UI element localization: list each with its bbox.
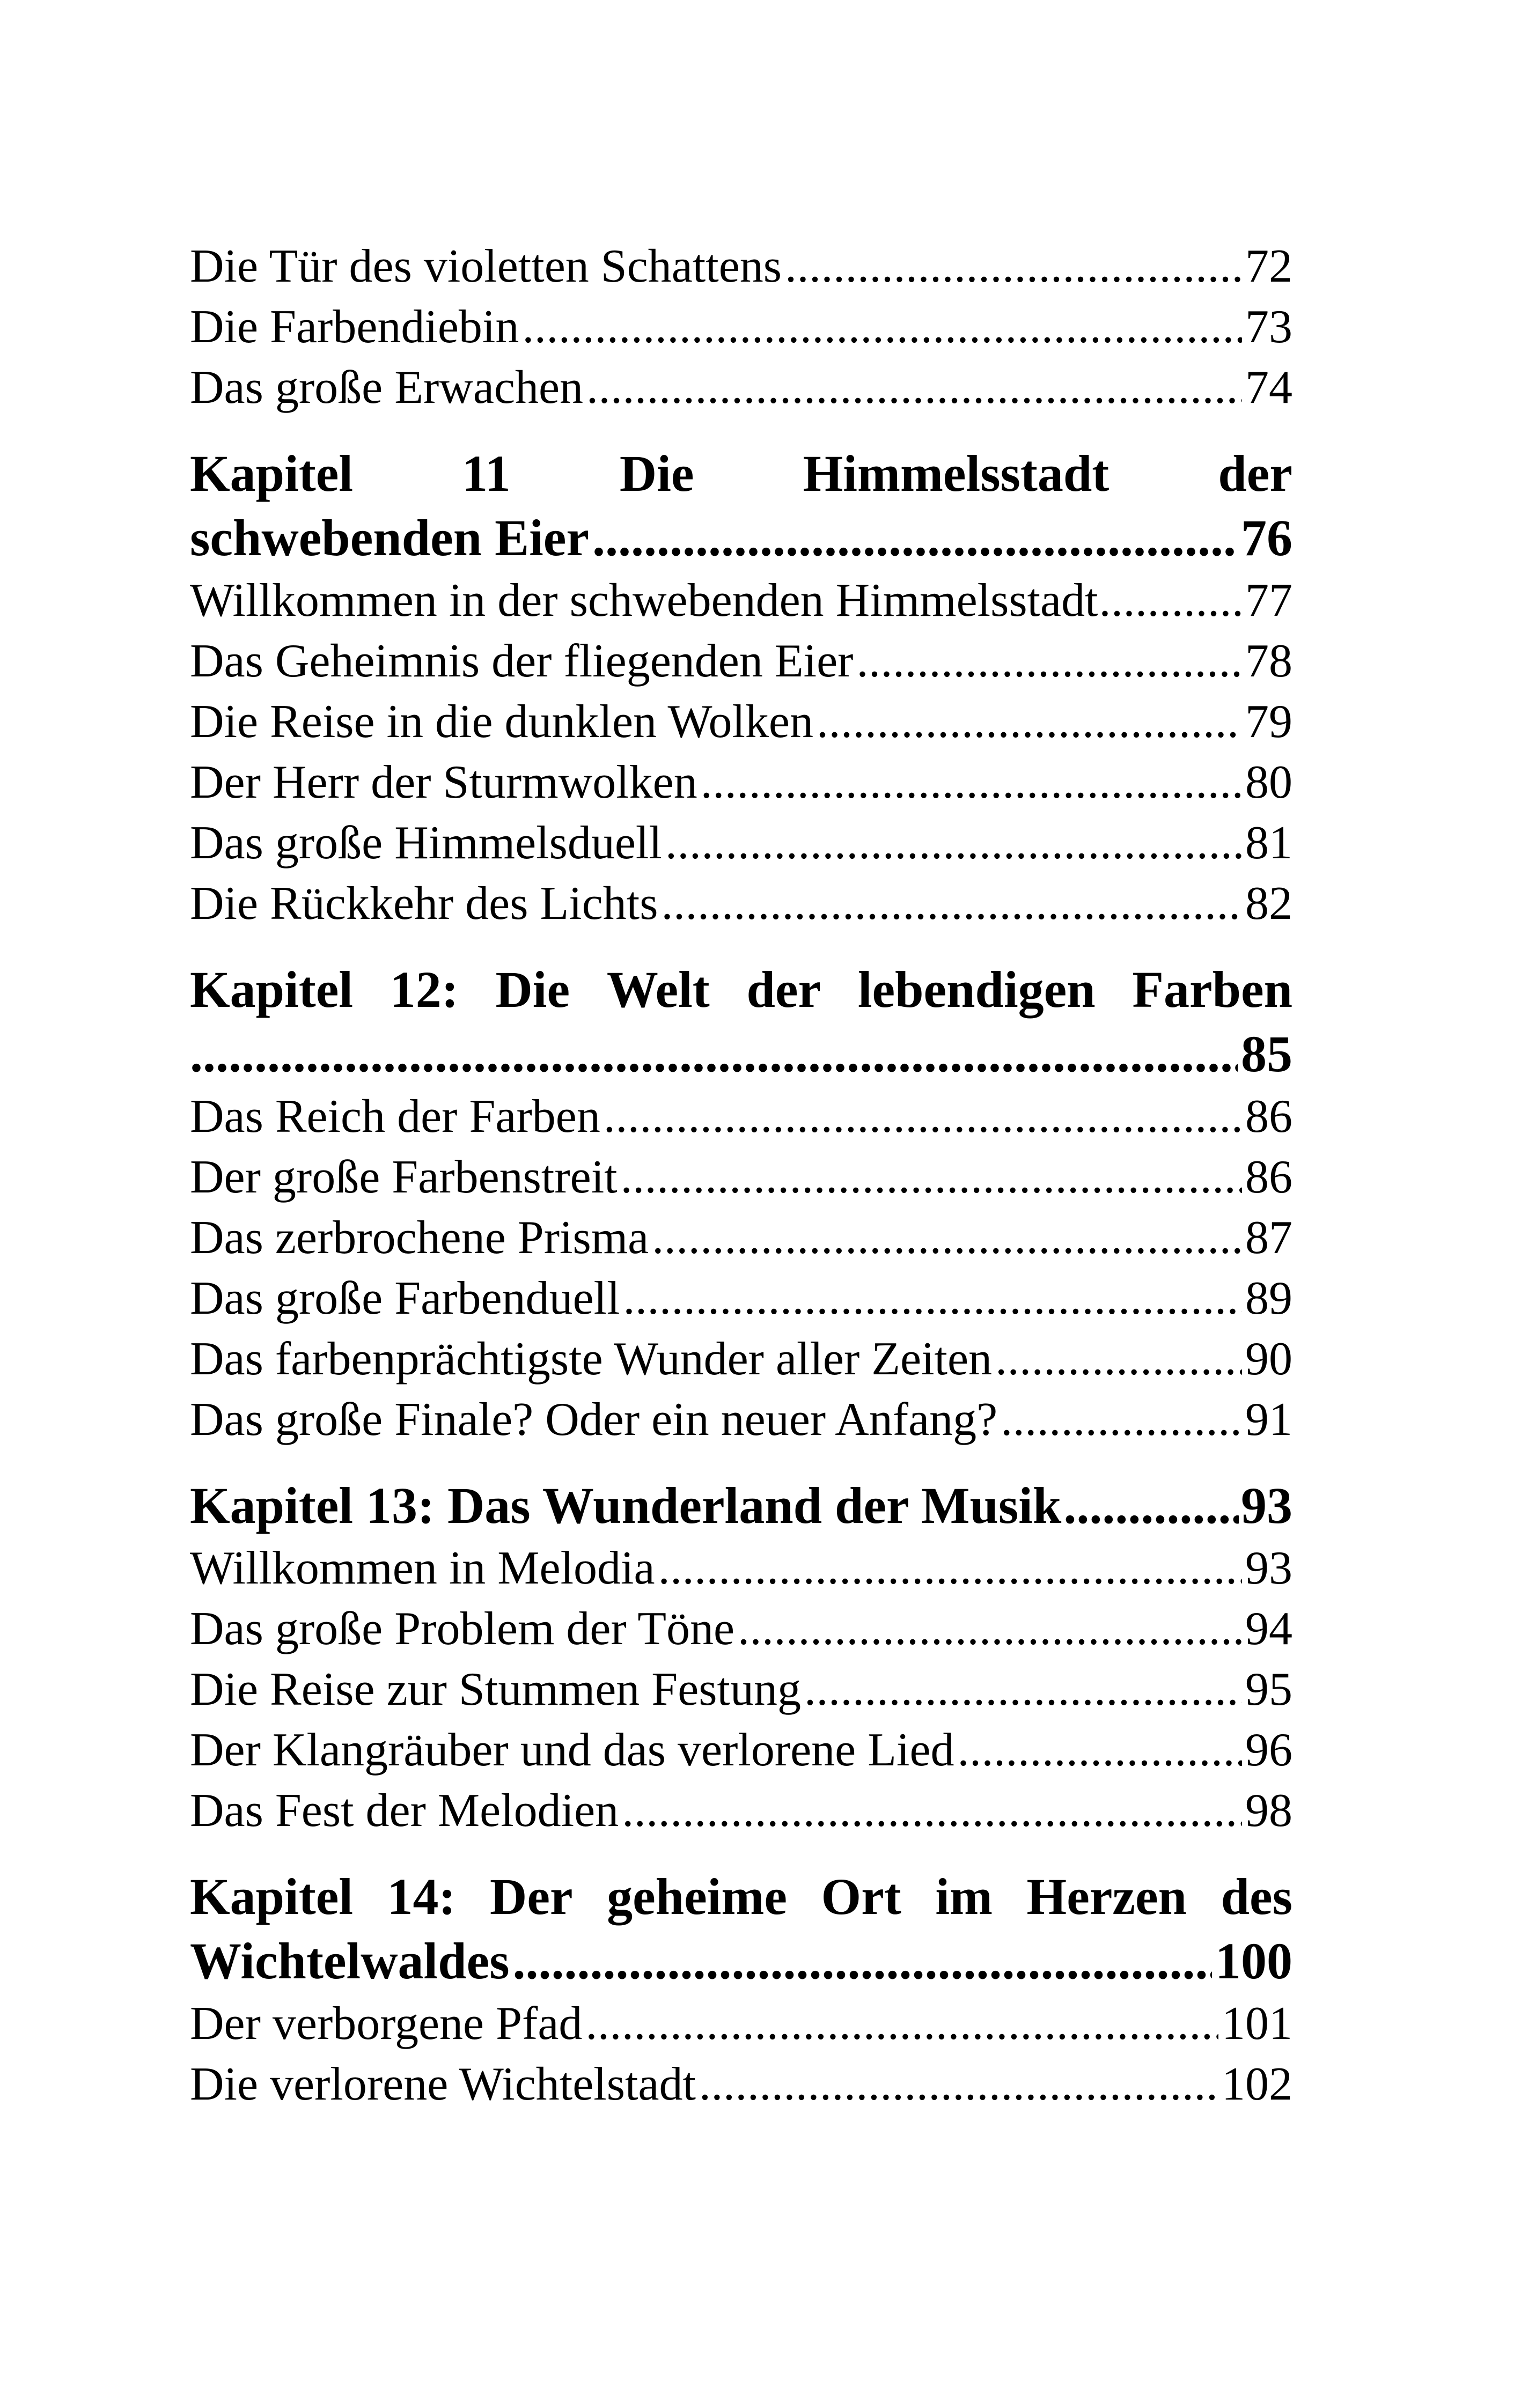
toc-entry-title: Das große Farbenduell: [190, 1272, 620, 1324]
toc-entry-page: 101: [1222, 1998, 1292, 2050]
toc-entry-page: 102: [1222, 2058, 1292, 2110]
chapter-page: 85: [1241, 1025, 1292, 1083]
dot-leader: [856, 631, 1242, 691]
chapter-page: 93: [1241, 1477, 1292, 1534]
dot-leader: [661, 873, 1242, 934]
dot-leader: [621, 1147, 1242, 1207]
dot-leader: [586, 357, 1242, 418]
toc-entry-title: Das große Himmelsduell: [190, 817, 662, 869]
chapter-title-line: [190, 1865, 1292, 1929]
toc-entry-page: 94: [1245, 1603, 1292, 1655]
toc-entry[interactable]: [190, 297, 1292, 357]
toc-entry[interactable]: [190, 236, 1292, 297]
toc-entry-title: Das große Finale? Oder ein neuer Anfang?: [190, 1394, 998, 1446]
chapter-title-line: [190, 506, 1292, 570]
dot-leader: [592, 506, 1238, 570]
toc-entry[interactable]: [190, 1147, 1292, 1207]
toc-entry-title: Die Reise zur Stummen Festung: [190, 1663, 801, 1715]
chapter-word: Welt: [606, 961, 710, 1018]
dot-leader: [738, 1599, 1242, 1659]
toc-entry[interactable]: [190, 873, 1292, 934]
toc-entry-page: 91: [1245, 1394, 1292, 1446]
dot-leader: [701, 752, 1242, 813]
dot-leader: [699, 2054, 1218, 2115]
toc-entry-page: 81: [1245, 817, 1292, 869]
toc-entry-title: Die Reise in die dunklen Wolken: [190, 696, 813, 748]
chapter-title-continued: schwebenden Eier: [190, 509, 589, 566]
dot-leader: [623, 1268, 1242, 1329]
dot-leader: [995, 1329, 1242, 1389]
dot-leader: [513, 1929, 1212, 1993]
dot-leader: [622, 1780, 1242, 1841]
dot-leader: [958, 1720, 1243, 1780]
chapter-word: 12:: [390, 961, 459, 1018]
toc-entry-title: Der große Farbenstreit: [190, 1151, 618, 1203]
toc-entry-page: 96: [1245, 1724, 1292, 1776]
chapter-word: der: [746, 961, 821, 1018]
toc-entry-page: 78: [1245, 635, 1292, 687]
table-of-contents: [190, 236, 1292, 2115]
toc-entry-page: 87: [1245, 1212, 1292, 1264]
chapter-word: geheime: [607, 1868, 787, 1925]
toc-entry[interactable]: [190, 1207, 1292, 1268]
toc-entry[interactable]: [190, 631, 1292, 691]
toc-entry-title: Der Klangräuber und das verlorene Lied: [190, 1724, 954, 1776]
dot-leader: [585, 1993, 1218, 2054]
chapter-word: Herzen: [1026, 1868, 1187, 1925]
toc-entry-title: Willkommen in der schwebenden Himmelsstadt: [190, 575, 1098, 627]
chapter-page: 76: [1241, 509, 1292, 566]
toc-entry-title: Die Rückkehr des Lichts: [190, 878, 658, 930]
toc-entry-page: 73: [1245, 301, 1292, 353]
toc-entry-title: Der Herr der Sturmwolken: [190, 756, 697, 808]
toc-entry-title: Das farbenprächtigste Wunder aller Zeiten: [190, 1333, 993, 1385]
toc-entry-page: 90: [1245, 1333, 1292, 1385]
toc-chapter-13[interactable]: [190, 1474, 1292, 1538]
toc-entry[interactable]: [190, 2054, 1292, 2115]
toc-entry-page: 86: [1245, 1091, 1292, 1143]
toc-entry-title: Das Reich der Farben: [190, 1091, 600, 1143]
toc-entry[interactable]: [190, 1086, 1292, 1147]
toc-entry-title: Das Geheimnis der fliegenden Eier: [190, 635, 854, 687]
chapter-word: der: [1218, 445, 1292, 502]
chapter-word: Der: [490, 1868, 573, 1925]
toc-entry-title: Das Fest der Melodien: [190, 1785, 619, 1837]
toc-chapter-11[interactable]: [190, 441, 1292, 570]
toc-chapter-14[interactable]: [190, 1865, 1292, 1993]
toc-entry-page: 79: [1245, 696, 1292, 748]
dot-leader: [804, 1659, 1242, 1720]
toc-entry[interactable]: [190, 1780, 1292, 1841]
toc-entry[interactable]: [190, 1659, 1292, 1720]
toc-entry-title: Das große Erwachen: [190, 362, 584, 414]
chapter-title-line: [190, 958, 1292, 1022]
chapter-word: im: [935, 1868, 993, 1925]
chapter-word: Kapitel: [190, 1868, 353, 1925]
chapter-title-line: [190, 441, 1292, 506]
toc-entry[interactable]: [190, 1538, 1292, 1599]
toc-entry-page: 74: [1245, 362, 1292, 414]
toc-entry-title: Die Tür des violetten Schattens: [190, 240, 782, 292]
toc-entry[interactable]: [190, 1268, 1292, 1329]
dot-leader: [1099, 570, 1244, 631]
toc-entry[interactable]: [190, 1993, 1292, 2054]
chapter-word: Himmelsstadt: [803, 445, 1109, 502]
toc-entry[interactable]: [190, 813, 1292, 873]
chapter-word: lebendigen: [857, 961, 1096, 1018]
toc-entry[interactable]: [190, 752, 1292, 813]
toc-entry-title: Der verborgene Pfad: [190, 1998, 583, 2050]
chapter-word: Kapitel: [190, 445, 353, 502]
toc-entry[interactable]: [190, 357, 1292, 418]
toc-entry-page: 98: [1245, 1785, 1292, 1837]
chapter-word: des: [1221, 1868, 1292, 1925]
chapter-title-continued: Wichtelwaldes: [190, 1932, 510, 1990]
dot-leader: [190, 1022, 1238, 1086]
toc-entry-page: 89: [1245, 1272, 1292, 1324]
toc-entry-title: Die Farbendiebin: [190, 301, 519, 353]
chapter-word: Farben: [1132, 961, 1292, 1018]
chapter-word: Die: [495, 961, 570, 1018]
chapter-word: Die: [619, 445, 694, 502]
dot-leader: [785, 236, 1242, 297]
toc-entry-page: 72: [1245, 240, 1292, 292]
toc-entry-page: 95: [1245, 1663, 1292, 1715]
dot-leader: [522, 297, 1242, 357]
toc-entry-title: Das zerbrochene Prisma: [190, 1212, 649, 1264]
toc-entry-page: 86: [1245, 1151, 1292, 1203]
chapter-word: 14:: [387, 1868, 456, 1925]
chapter-title: Kapitel 13: Das Wunderland der Musik: [190, 1477, 1062, 1534]
dot-leader: [665, 813, 1242, 873]
toc-entry-title: Die verlorene Wichtelstadt: [190, 2058, 696, 2110]
chapter-word: 11: [462, 445, 511, 502]
toc-entry[interactable]: [190, 1599, 1292, 1659]
toc-entry[interactable]: [190, 1329, 1292, 1389]
toc-entry[interactable]: [190, 570, 1292, 631]
chapter-word: Kapitel: [190, 961, 353, 1018]
toc-entry-title: Das große Problem der Töne: [190, 1603, 735, 1655]
toc-entry[interactable]: [190, 1720, 1292, 1780]
toc-entry-page: 80: [1245, 756, 1292, 808]
toc-entry-page: 82: [1245, 878, 1292, 930]
dot-leader: [652, 1207, 1242, 1268]
toc-entry-page: 93: [1245, 1542, 1292, 1594]
chapter-page: 100: [1215, 1932, 1292, 1990]
dot-leader: [604, 1086, 1242, 1147]
toc-entry-title: Willkommen in Melodia: [190, 1542, 655, 1594]
toc-entry[interactable]: [190, 1389, 1292, 1450]
toc-chapter-12[interactable]: [190, 958, 1292, 1086]
dot-leader: [1001, 1389, 1242, 1450]
chapter-title-line: [190, 1022, 1292, 1086]
chapter-title-line: [190, 1929, 1292, 1993]
toc-entry-page: 77: [1245, 575, 1292, 627]
chapter-word: Ort: [821, 1868, 901, 1925]
dot-leader: [817, 691, 1242, 752]
dot-leader: [1063, 1474, 1239, 1538]
dot-leader: [658, 1538, 1242, 1599]
toc-entry[interactable]: [190, 691, 1292, 752]
